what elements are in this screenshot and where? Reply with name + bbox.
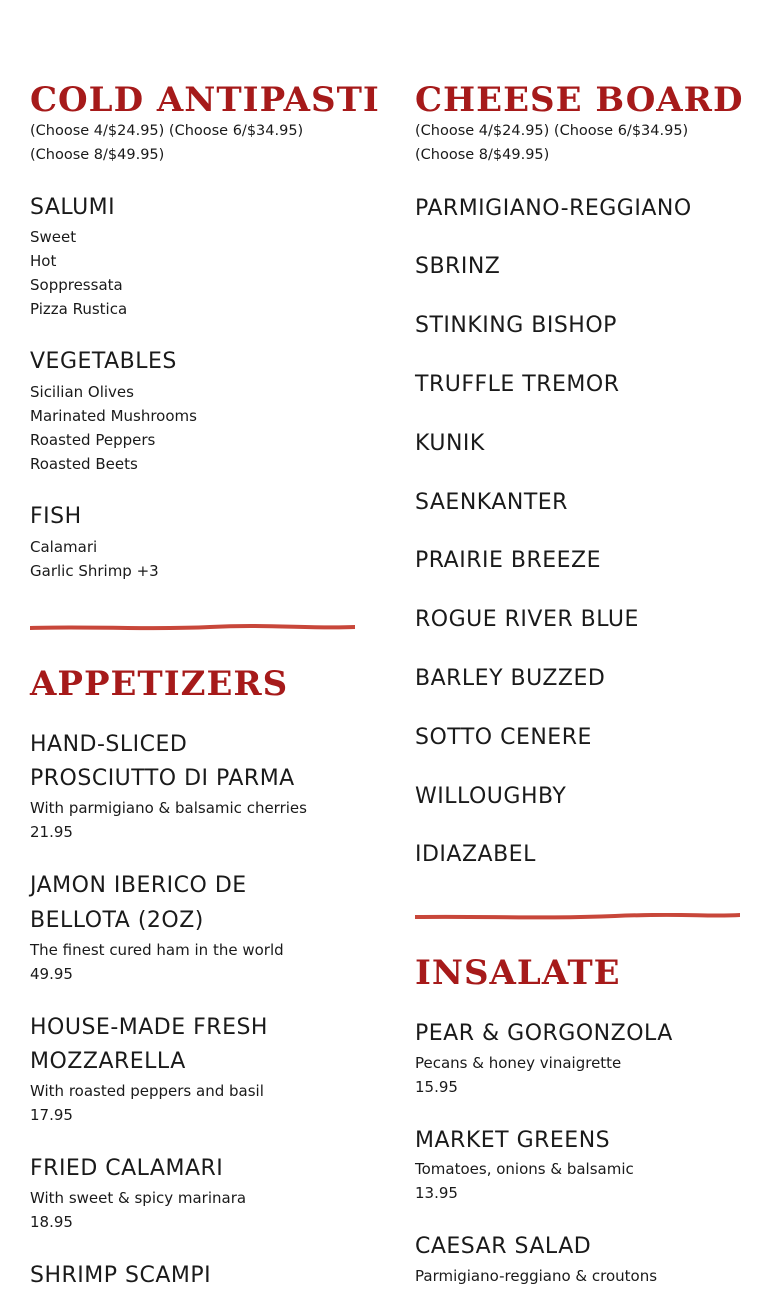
list-item: Calamari bbox=[30, 538, 98, 556]
salad-price: 15.95 bbox=[415, 1078, 458, 1096]
appetizer-price: 18.95 bbox=[30, 1213, 73, 1231]
cheese-board-pricing: (Choose 8/$49.95) bbox=[415, 147, 550, 163]
cheese-item: TRUFFLE TREMOR bbox=[415, 372, 620, 397]
cheese-item: IDIAZABEL bbox=[415, 842, 536, 867]
appetizer-price: 17.95 bbox=[30, 1106, 73, 1124]
appetizer-name: SHRIMP SCAMPI bbox=[30, 1263, 212, 1288]
cheese-item: WILLOUGHBY bbox=[415, 784, 567, 809]
insalate-title: INSALATE bbox=[415, 953, 621, 993]
appetizers-title: APPETIZERS bbox=[30, 664, 289, 704]
group-heading-fish: FISH bbox=[30, 504, 82, 529]
section-divider bbox=[415, 913, 740, 919]
group-heading-vegetables: VEGETABLES bbox=[30, 349, 177, 374]
appetizer-name: MOZZARELLA bbox=[30, 1049, 186, 1074]
appetizer-description: With parmigiano & balsamic cherries bbox=[30, 799, 307, 817]
salad-description: Tomatoes, onions & balsamic bbox=[415, 1160, 634, 1178]
appetizer-name: HAND-SLICED bbox=[30, 732, 188, 757]
cheese-item: SAENKANTER bbox=[415, 490, 568, 515]
cold-antipasti-pricing: (Choose 8/$49.95) bbox=[30, 147, 165, 163]
section-divider bbox=[30, 624, 355, 630]
list-item: Soppressata bbox=[30, 276, 123, 294]
appetizer-name: PROSCIUTTO DI PARMA bbox=[30, 766, 295, 791]
appetizer-price: 49.95 bbox=[30, 965, 73, 983]
cheese-item: PRAIRIE BREEZE bbox=[415, 548, 602, 573]
list-item: Garlic Shrimp +3 bbox=[30, 562, 159, 580]
appetizer-name: BELLOTA (2OZ) bbox=[30, 908, 204, 933]
list-item: Sweet bbox=[30, 228, 77, 246]
list-item: Sicilian Olives bbox=[30, 383, 134, 401]
appetizer-name: FRIED CALAMARI bbox=[30, 1156, 224, 1181]
cheese-item: ROGUE RIVER BLUE bbox=[415, 607, 639, 632]
list-item: Roasted Peppers bbox=[30, 431, 156, 449]
salad-name: CAESAR SALAD bbox=[415, 1234, 592, 1259]
cheese-item: SOTTO CENERE bbox=[415, 725, 592, 750]
salad-description: Pecans & honey vinaigrette bbox=[415, 1054, 622, 1072]
list-item: Hot bbox=[30, 252, 57, 270]
list-item: Roasted Beets bbox=[30, 455, 138, 473]
cheese-board-pricing: (Choose 4/$24.95) (Choose 6/$34.95) bbox=[415, 123, 689, 139]
cheese-item: PARMIGIANO-REGGIANO bbox=[415, 196, 692, 221]
salad-description: Parmigiano-reggiano & croutons bbox=[415, 1267, 658, 1285]
cold-antipasti-pricing: (Choose 4/$24.95) (Choose 6/$34.95) bbox=[30, 123, 304, 139]
list-item: Pizza Rustica bbox=[30, 300, 128, 318]
cheese-item: BARLEY BUZZED bbox=[415, 666, 606, 691]
appetizer-description: The finest cured ham in the world bbox=[30, 941, 284, 959]
cheese-board-title: CHEESE BOARD bbox=[415, 80, 744, 120]
appetizer-name: JAMON IBERICO DE bbox=[30, 873, 247, 898]
appetizer-description: With roasted peppers and basil bbox=[30, 1082, 264, 1100]
appetizer-description: With sweet & spicy marinara bbox=[30, 1189, 247, 1207]
cold-antipasti-title: COLD ANTIPASTI bbox=[30, 80, 380, 120]
salad-name: MARKET GREENS bbox=[415, 1128, 611, 1153]
cheese-item: KUNIK bbox=[415, 431, 485, 456]
list-item: Marinated Mushrooms bbox=[30, 407, 197, 425]
salad-name: PEAR & GORGONZOLA bbox=[415, 1021, 673, 1046]
appetizer-price: 21.95 bbox=[30, 823, 73, 841]
salad-price: 13.95 bbox=[415, 1184, 458, 1202]
cheese-item: SBRINZ bbox=[415, 254, 501, 279]
cheese-item: STINKING BISHOP bbox=[415, 313, 617, 338]
appetizer-name: HOUSE-MADE FRESH bbox=[30, 1015, 268, 1040]
group-heading-salumi: SALUMI bbox=[30, 195, 116, 220]
